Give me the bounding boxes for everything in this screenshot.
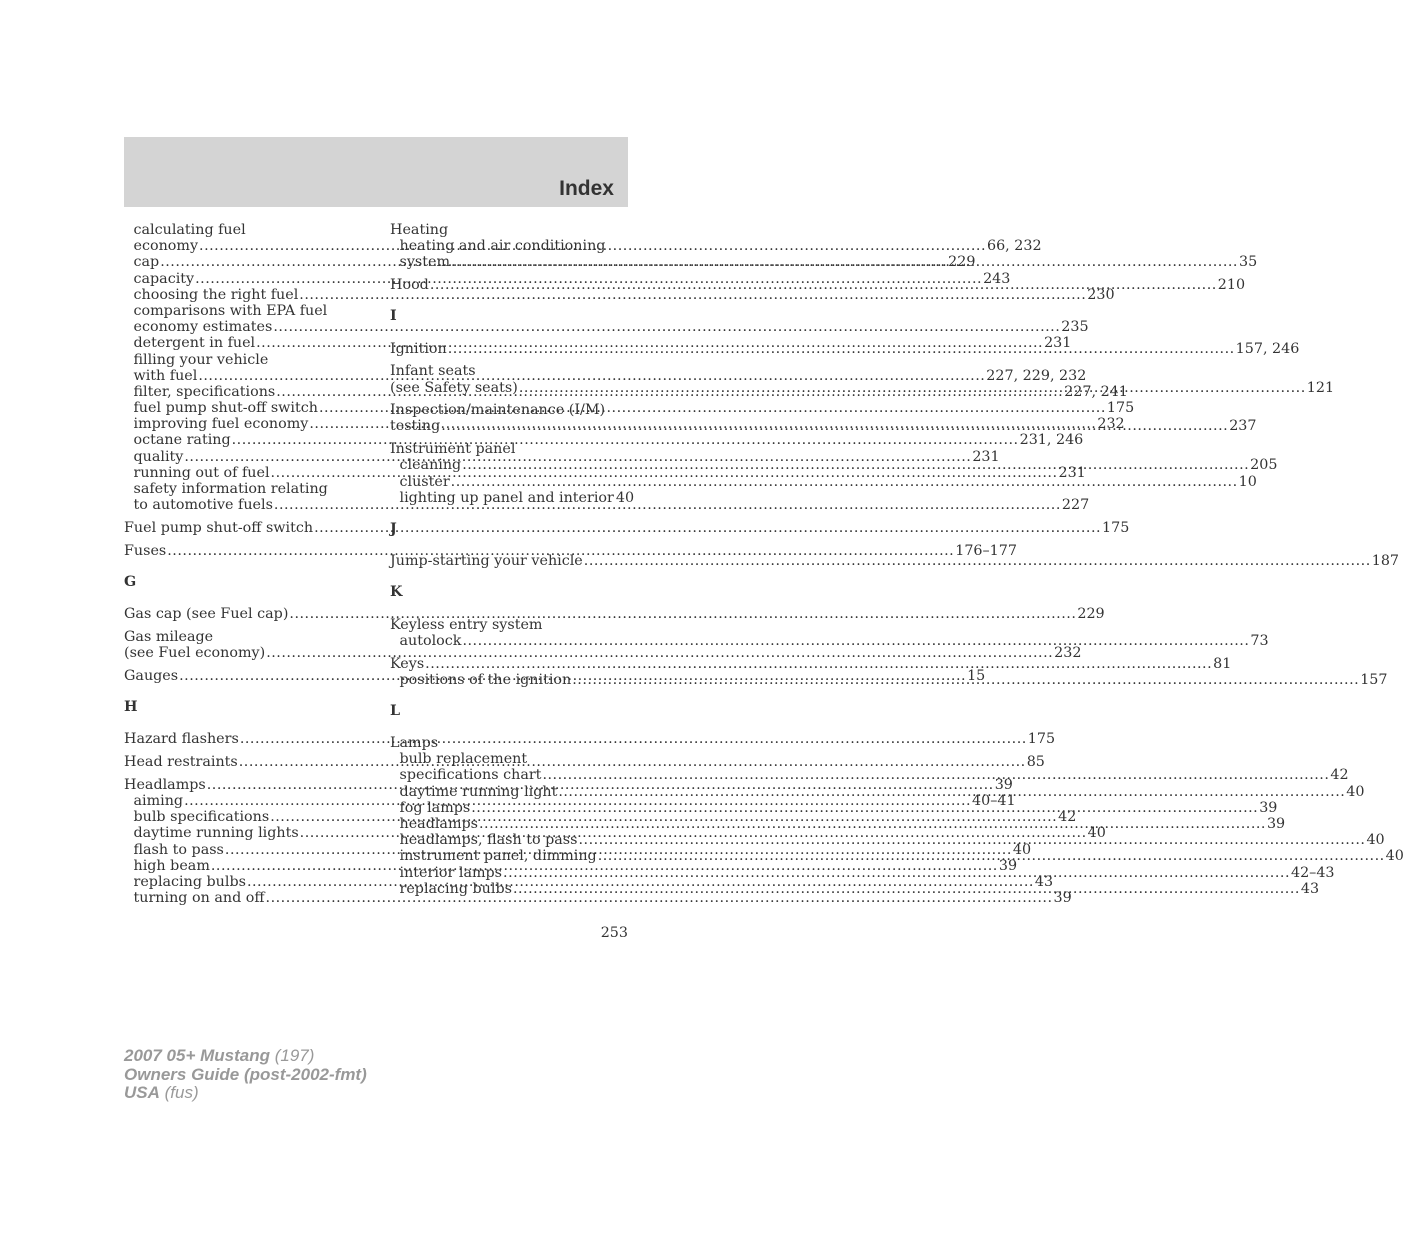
index-subentry [124, 873, 1054, 890]
index-subentry [390, 671, 1388, 688]
dot-leader [513, 881, 1300, 897]
index-subentry [390, 473, 1257, 490]
entry-spacer [390, 649, 628, 656]
entry-page-ref: 40 [1087, 825, 1106, 842]
document-footer [124, 1047, 367, 1103]
index-entry [124, 645, 1082, 662]
dot-leader [425, 656, 1212, 672]
section-letter: L [390, 702, 401, 719]
entry-page-ref: 43 [1300, 880, 1320, 897]
entry-text: headlamps [399, 816, 478, 833]
entry-text: autolock [399, 632, 462, 649]
entry-page-ref: 39 [998, 857, 1018, 874]
entry-text: with fuel [133, 367, 198, 384]
entry-page-ref: 231 [1044, 335, 1072, 352]
section-letter: K [390, 584, 403, 601]
entry-page-ref: 39 [1266, 816, 1286, 833]
dot-leader [430, 277, 1217, 293]
entry-spacer [390, 396, 628, 403]
entry-text: Gauges [124, 667, 179, 684]
entry-text: daytime running light [399, 783, 558, 800]
index-entry [390, 402, 628, 418]
entry-page-ref: 175 [1102, 519, 1130, 536]
entry-text: octane rating [133, 432, 231, 449]
index-subentry [124, 481, 362, 497]
entry-page-ref: 121 [1306, 379, 1335, 396]
entry-page-ref: 187 [1371, 553, 1400, 570]
entry-text: system [399, 254, 451, 271]
entry-page-ref: 35 [1238, 254, 1258, 271]
entry-text: Gas cap (see Fuel cap) [124, 606, 289, 623]
entry-text: economy [133, 238, 199, 255]
entry-text: Inspection/maintenance (I/M) [390, 402, 606, 419]
entry-text: to automotive fuels [133, 497, 273, 514]
entry-page-ref: 39 [1053, 890, 1072, 907]
entry-text: fog lamps [399, 799, 471, 816]
index-header-bar [124, 137, 628, 207]
entry-text: daytime running lights [133, 825, 299, 842]
index-entry [124, 629, 362, 645]
entry-text: capacity [133, 270, 195, 287]
entry-text: comparisons with EPA fuel [133, 302, 328, 319]
entry-text: replacing bulbs [133, 873, 246, 890]
dot-leader [448, 341, 1235, 357]
entry-text: Ignition [390, 340, 447, 357]
entry-page-ref: 40 [1385, 848, 1404, 865]
entry-page-ref: 230 [1087, 286, 1115, 303]
index-subentry [124, 303, 362, 319]
index-subentry [390, 767, 1349, 784]
dot-leader [451, 474, 1238, 490]
entry-page-ref: 176–177 [955, 542, 1017, 559]
entry-text: Lamps [390, 735, 439, 752]
index-entry [390, 441, 628, 457]
footer-model: 2007 05+ Mustang [124, 1046, 270, 1065]
entry-page-ref: 42 [1330, 767, 1349, 784]
entry-page-ref: 229 [948, 254, 976, 271]
entry-text: cap [133, 254, 160, 271]
entry-text: instrument panel, dimming [399, 848, 597, 865]
entry-text: cleaning [399, 457, 462, 474]
dot-leader [462, 457, 1249, 473]
entry-text: bulb replacement [399, 751, 528, 768]
entry-text: filter, specifications [133, 383, 276, 400]
entry-page-ref: 40–41 [972, 793, 1016, 809]
entry-text: headlamps, flash to pass [399, 832, 578, 849]
entry-text: Fuses [124, 542, 167, 559]
entry-page-ref: 231, 246 [1019, 432, 1084, 449]
index-subentry [124, 286, 1115, 303]
entry-page-ref: 235 [1061, 319, 1089, 336]
entry-text: Fuel pump shut-off switch [124, 519, 314, 536]
section-letter: I [390, 308, 397, 325]
entry-page-ref: 40 [615, 489, 635, 506]
index-entry [390, 735, 628, 751]
dot-leader [503, 865, 1290, 881]
dot-leader [558, 784, 1345, 800]
entry-spacer [124, 513, 362, 520]
entry-text: Infant seats [390, 363, 476, 380]
entry-page-ref: 229 [1077, 606, 1105, 623]
dot-leader [451, 254, 1238, 270]
entry-text: Headlamps [124, 776, 206, 793]
index-subentry [124, 352, 362, 368]
entry-text: Head restraints [124, 754, 238, 771]
entry-text: Keys [390, 655, 425, 672]
index-entry [390, 553, 1400, 570]
index-subentry [390, 832, 1385, 849]
entry-page-ref: 175 [1106, 400, 1135, 417]
entry-text: interior lamps [399, 864, 503, 881]
entry-page-ref: 10 [1238, 473, 1257, 490]
entry-text: filling your vehicle [133, 351, 269, 368]
entry-spacer [124, 622, 362, 629]
entry-text: positions of the ignition [399, 671, 572, 688]
entry-page-ref: 231 [1058, 464, 1086, 481]
footer-region: USA [124, 1083, 160, 1102]
entry-page-ref: 237 [1229, 418, 1257, 435]
entry-text: aiming [133, 793, 184, 809]
entry-text: choosing the right fuel [133, 286, 299, 303]
entry-text: Instrument panel [390, 441, 516, 458]
dot-leader [462, 633, 1249, 649]
entry-text: economy estimates [133, 319, 273, 336]
index-entry [124, 519, 1130, 536]
entry-page-ref: 15 [967, 667, 986, 684]
index-entry [390, 363, 628, 379]
entry-text: testing [390, 418, 441, 435]
index-subentry [390, 880, 1320, 897]
entry-spacer [390, 357, 628, 364]
entry-text: Jump-starting your vehicle [390, 553, 583, 570]
entry-page-ref: 40 [1366, 832, 1385, 849]
dot-leader [519, 380, 1306, 396]
dot-leader [471, 800, 1258, 816]
dot-leader [572, 672, 1359, 688]
entry-page-ref: 227 [1061, 497, 1090, 514]
entry-page-ref: 227, 229, 232 [986, 367, 1087, 384]
entry-page-ref: 66, 232 [986, 238, 1042, 255]
index-subentry [124, 319, 1089, 336]
entry-text: detergent in fuel [133, 335, 256, 352]
entry-page-ref: 40 [1346, 783, 1365, 800]
entry-text: Hood [390, 277, 429, 294]
index-subentry [390, 238, 628, 254]
entry-text: fuel pump shut-off switch [133, 400, 318, 417]
dot-leader [598, 848, 1385, 864]
entry-text: safety information relating [133, 481, 328, 497]
section-letter: H [124, 699, 138, 716]
entry-page-ref: 205 [1250, 457, 1278, 474]
entry-text: cluster [399, 473, 450, 490]
index-entry [124, 542, 1017, 559]
entry-page-ref: 42 [1058, 809, 1077, 826]
index-entry [390, 655, 1232, 672]
entry-spacer [124, 536, 362, 543]
entry-spacer [124, 770, 362, 777]
entry-text: Hazard flashers [124, 731, 239, 748]
entry-text: turning on and off [133, 890, 265, 907]
entry-page-ref: 73 [1250, 632, 1269, 649]
entry-page-ref: 175 [1027, 731, 1056, 748]
entry-text: lighting up panel and interior [399, 489, 614, 506]
footer-model-code: (197) [274, 1046, 315, 1065]
index-entry [390, 222, 628, 238]
index-subentry [124, 432, 1084, 449]
dot-leader [584, 553, 1371, 569]
dot-leader [441, 418, 1228, 434]
entry-page-ref: 232 [1054, 645, 1082, 662]
index-subentry [390, 489, 635, 506]
entry-page-ref: 243 [983, 270, 1011, 287]
entry-page-ref: 43 [1034, 873, 1054, 890]
entry-text: (see Safety seats) [390, 379, 518, 396]
entry-page-ref: 232 [1097, 416, 1125, 433]
entry-spacer [390, 435, 628, 442]
entry-page-ref: 42–43 [1290, 864, 1335, 881]
entry-spacer [124, 747, 362, 754]
entry-text: quality [133, 448, 184, 465]
dot-leader [240, 731, 1027, 747]
entry-page-ref: 157 [1360, 671, 1388, 688]
entry-page-ref: 210 [1217, 277, 1246, 294]
entry-text: calculating fuel [133, 222, 246, 238]
entry-page-ref: 157, 246 [1235, 340, 1300, 357]
entry-text: high beam [133, 857, 210, 874]
entry-page-ref: 39 [994, 776, 1013, 793]
entry-spacer [390, 271, 628, 278]
entry-text: heating and air conditioning [399, 238, 606, 255]
index-subentry [124, 890, 1072, 907]
index-entry [390, 617, 628, 633]
entry-page-ref: 85 [1026, 754, 1045, 771]
section-letter: J [390, 521, 397, 537]
entry-text: specifications chart [399, 767, 542, 784]
entry-page-ref: 40 [1012, 841, 1032, 858]
entry-text: Heating [390, 222, 449, 238]
footer-region-code: (fus) [164, 1083, 199, 1102]
index-subentry [124, 222, 362, 238]
index-subentry [390, 751, 628, 767]
index-subentry [390, 632, 1269, 649]
entry-page-ref: 39 [1259, 799, 1278, 816]
entry-text: running out of fuel [133, 464, 270, 481]
entry-text: improving fuel economy [133, 416, 309, 433]
entry-text: Keyless entry system [390, 616, 543, 633]
dot-leader [578, 832, 1365, 848]
entry-page-ref: 227, 241 [1064, 383, 1128, 400]
entry-page-ref: 81 [1213, 655, 1232, 672]
entry-text: flash to pass [133, 841, 224, 858]
entry-text: (see Fuel economy) [124, 645, 266, 662]
entry-text: replacing bulbs [399, 880, 512, 897]
dot-leader [542, 767, 1329, 783]
index-subentry [390, 848, 1404, 865]
index-entry [124, 606, 1105, 623]
page-title: Index [559, 177, 614, 200]
footer-guide: Owners Guide (post-2002-fmt) [124, 1064, 367, 1084]
entry-spacer [124, 661, 362, 668]
entry-text: Gas mileage [124, 628, 214, 645]
dot-leader [479, 816, 1266, 832]
entry-text: bulb specifications [133, 809, 270, 826]
page-number: 253 [600, 925, 628, 941]
section-letter: G [124, 573, 137, 590]
entry-page-ref: 231 [972, 448, 1000, 465]
